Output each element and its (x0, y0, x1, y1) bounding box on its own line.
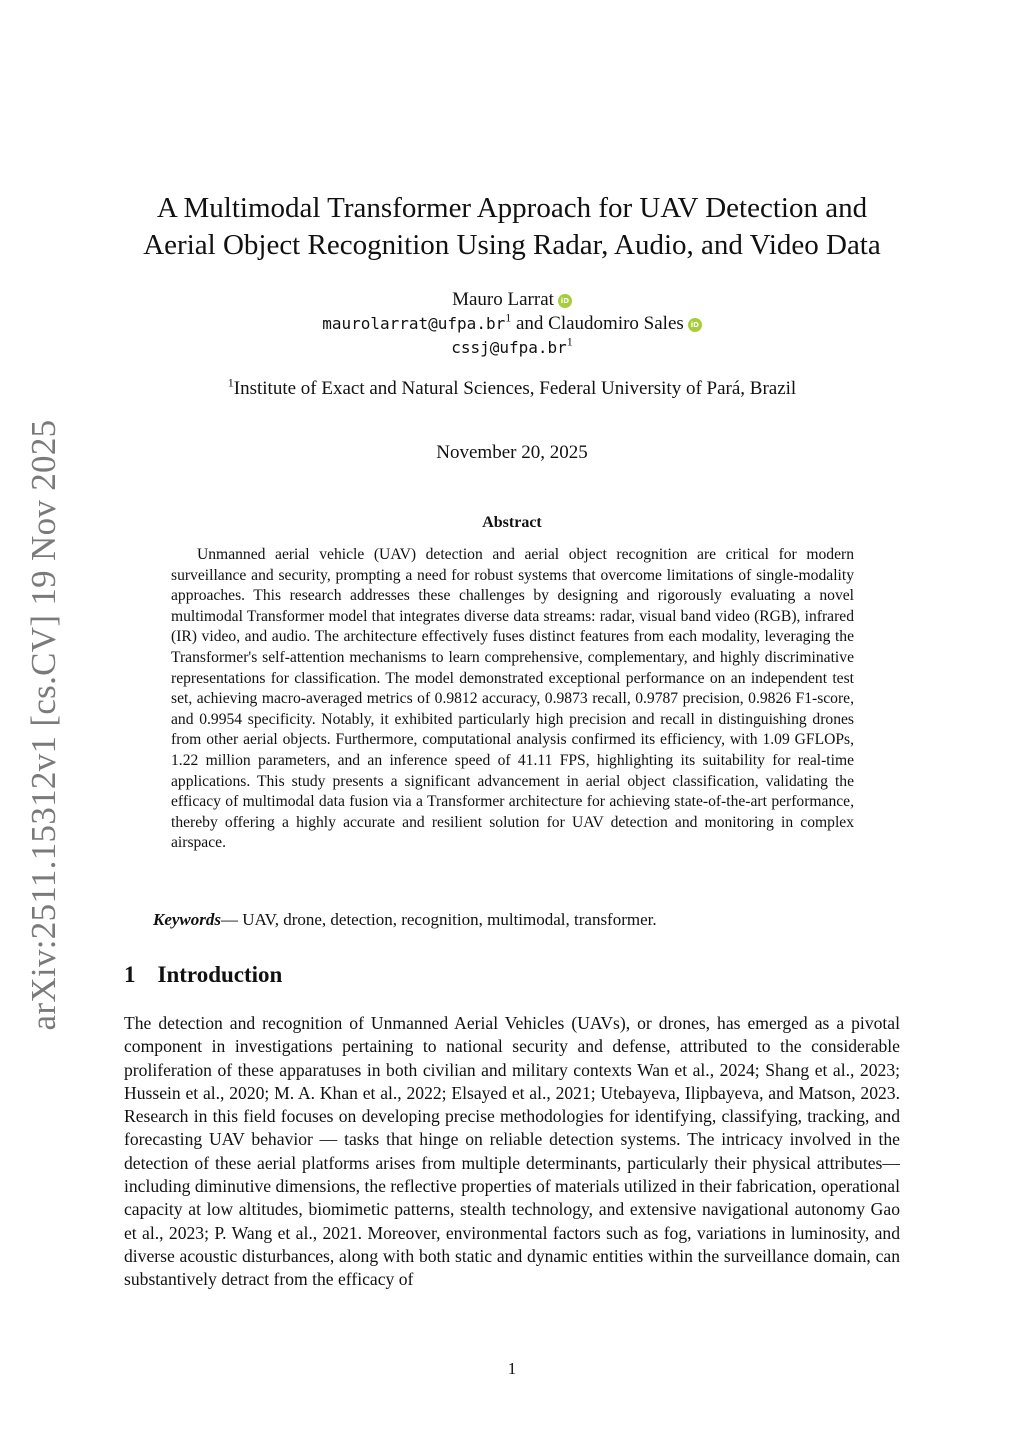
page-number: 1 (507, 1359, 517, 1378)
paper-title (100, 190, 924, 264)
title-line-2: Aerial Object Recognition Using Radar, Audio, and Video Data (143, 229, 881, 261)
orcid-icon[interactable]: iD (558, 294, 572, 308)
arxiv-identifier-stamp: arXiv:2511.15312v1 [cs.CV] 19 Nov 2025 (24, 419, 63, 1031)
publication-date: November 20, 2025 (436, 442, 588, 463)
section-heading (124, 962, 282, 988)
section-number: 1 (124, 962, 136, 987)
affiliation (100, 375, 924, 400)
introduction-body: The detection and recognition of Unmanned Aerial Vehicles (UAVs), or drones, has emerged as a pivotal component in investigations pertaining to national security and defense, attributed to the considerable proliferation of these apparatuses in both civilian and military contexts Wan et al., 2024; Shang et al., 2023; Hussein et al., 2020; M. A. Khan et al., 2022; Elsayed et al., 2021; Utebayeva, Ilipbayeva, and Matson, 2023. Research in this field focuses on developing precise methodologies for identifying, classifying, tracking, and forecasting UAV behavior — tasks that hinge on reliable detection systems. The intricacy involved in the detection of these aerial platforms arises from multiple determinants, particularly their physical attributes—including diminutive dimensions, the reflective properties of materials utilized in their fabrication, operational capacity at low altitudes, biomimetic patterns, stealth technology, and extensive navigational autonomy Gao et al., 2023; P. Wang et al., 2021. Moreover, environmental factors such as fog, variations in luminosity, and diverse acoustic disturbances, along with both static and dynamic entities within the surveillance domain, can substantively detract from the efficacy of (124, 1013, 900, 1290)
orcid-icon[interactable]: iD (688, 318, 702, 332)
affiliation-mark: 1 (227, 375, 234, 390)
title-line-1: A Multimodal Transformer Approach for UAV Detection and (156, 192, 868, 224)
author-2-name: Claudomiro Sales (548, 313, 684, 334)
keywords-separator: — (221, 910, 243, 929)
author-line-2 (100, 312, 924, 336)
author-line-3 (100, 336, 924, 360)
author-connector: and (511, 313, 549, 334)
abstract-body: Unmanned aerial vehicle (UAV) detection and aerial object recognition are critical for modern surveillance and security, prompting a need for robust systems that overcome limitations of single-modality approaches. This research addresses these challenges by designing and rigorously evaluating a novel multimodal Transformer model that integrates diverse data streams: radar, visual band video (RGB), infrared (IR) video, and audio. The architecture effectively fuses distinct features from each modality, leveraging the Transformer's self-attention mechanisms to learn comprehensive, complementary, and highly discriminative representations for classification. The model demonstrated exceptional performance on an independent test set, achieving macro-averaged metrics of 0.9812 accuracy, 0.9873 recall, 0.9787 precision, 0.9826 F1-score, and 0.9954 specificity. Notably, it exhibited particularly high precision and recall in distinguishing drones from other aerial objects. Furthermore, computational analysis confirmed its efficiency, with 1.09 GFLOPs, 1.22 million parameters, and an inference speed of 41.11 FPS, highlighting its suitability for real-time applications. This study presents a significant advancement in aerial object classification, validating the efficacy of multimodal data fusion via a Transformer architecture for achieving state-of-the-art performance, thereby offering a highly accurate and resilient solution for UAV detection and monitoring in complex airspace. (171, 546, 854, 852)
keywords-line (153, 910, 913, 930)
author-1-name: Mauro Larrat (452, 289, 554, 310)
abstract-heading: Abstract (482, 514, 542, 531)
keywords-label: Keywords (153, 910, 221, 929)
section-title: Introduction (157, 962, 283, 987)
author-line-1 (100, 288, 924, 312)
author-block (100, 288, 924, 360)
keywords-text: UAV, drone, detection, recognition, multimodal, transformer. (242, 910, 657, 929)
author-2-email: cssj@ufpa.br (451, 338, 567, 357)
affiliation-mark: 1 (505, 310, 512, 325)
affiliation-mark: 1 (566, 334, 573, 349)
author-1-email: maurolarrat@ufpa.br (322, 314, 506, 333)
affiliation-text: Institute of Exact and Natural Sciences, Federal University of Pará, Brazil (233, 378, 797, 399)
